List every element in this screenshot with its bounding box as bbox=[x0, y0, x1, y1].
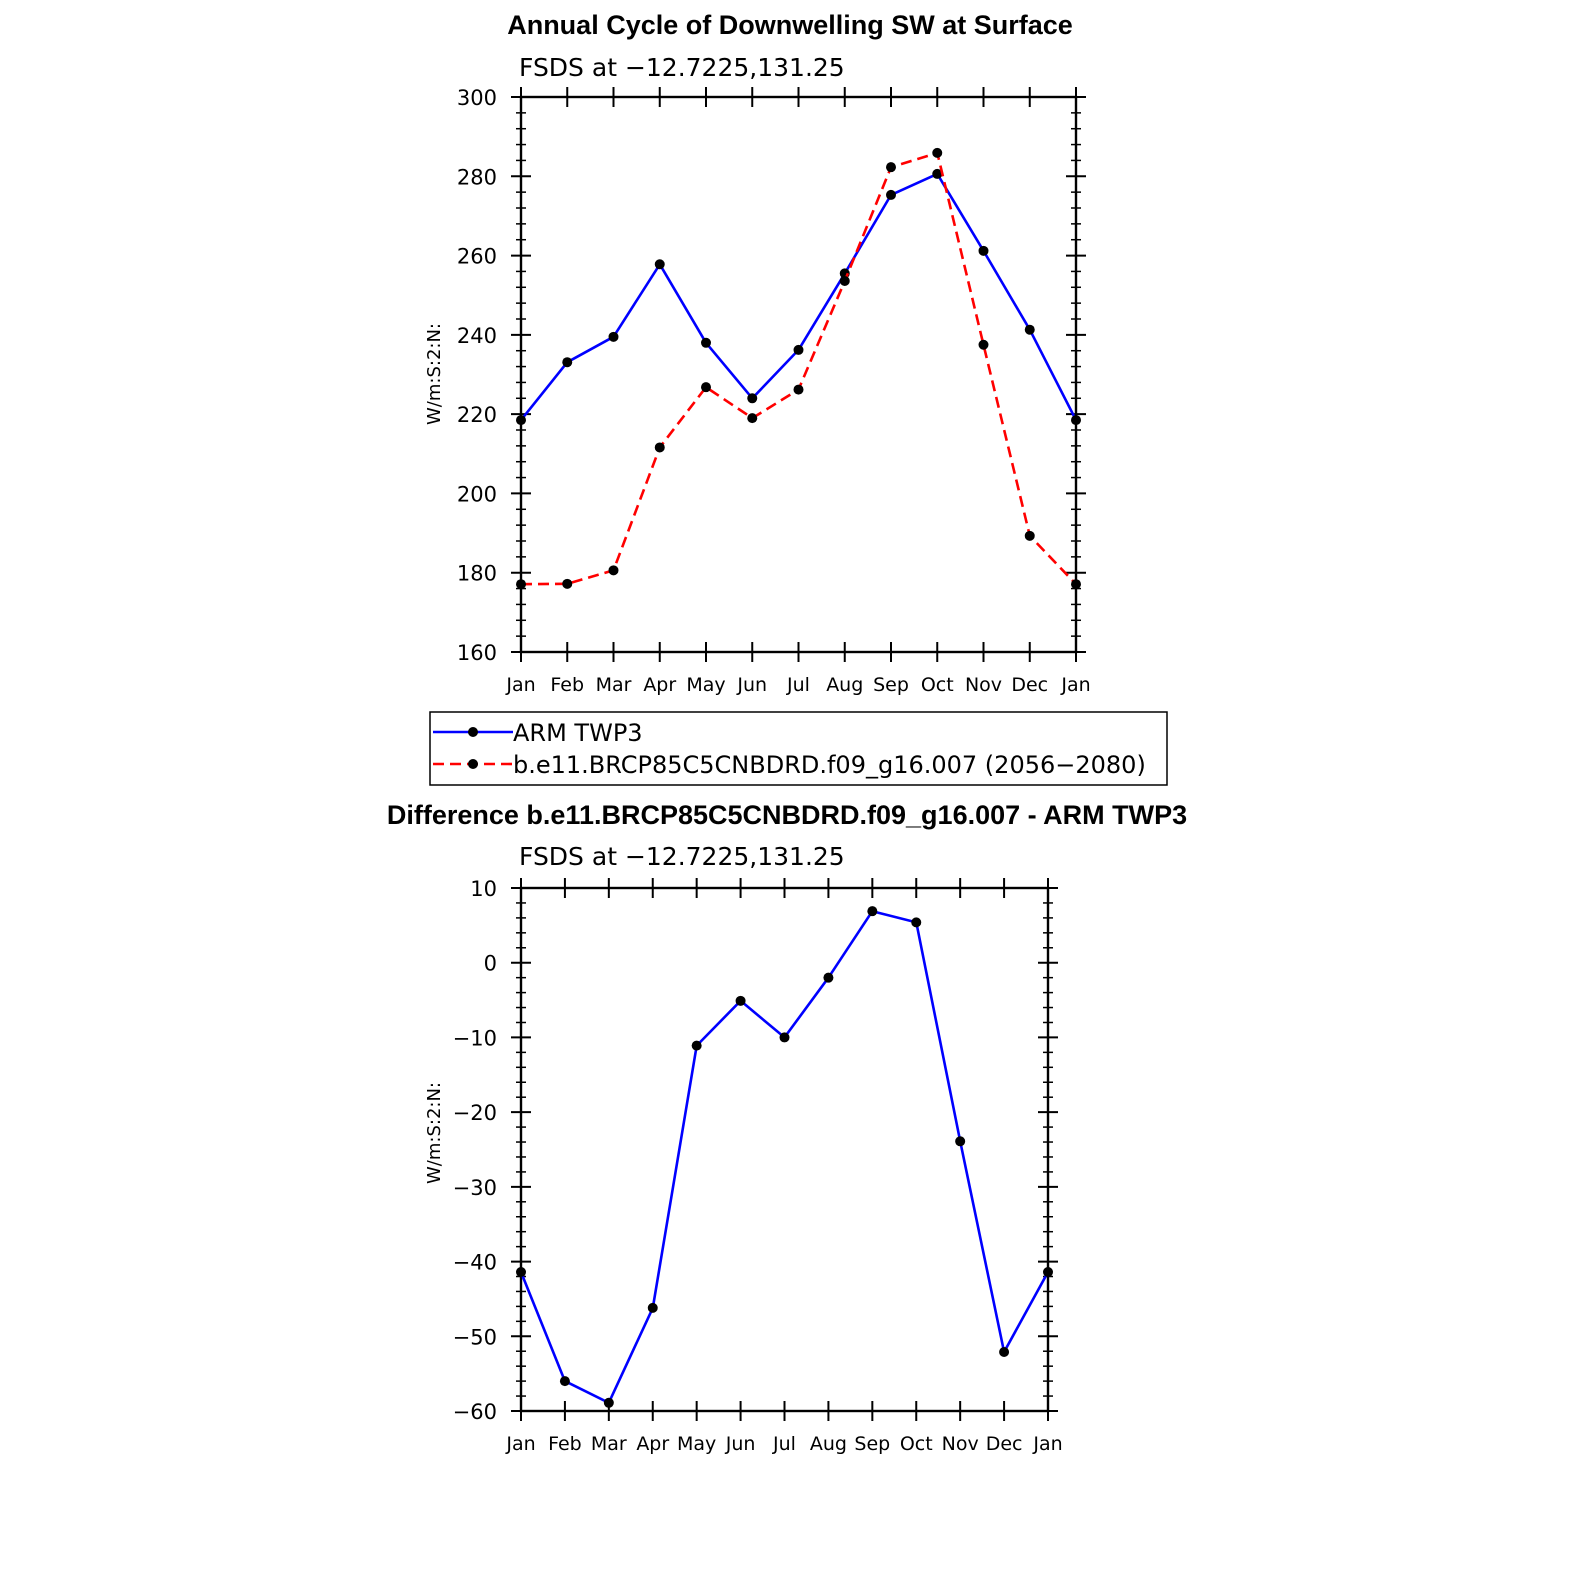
x-tick-label: Dec bbox=[985, 1433, 1023, 1455]
x-tick-label: Jun bbox=[725, 1433, 756, 1455]
x-tick-label: Feb bbox=[548, 1433, 582, 1455]
chart-subtitle: FSDS at −12.7225,131.25 bbox=[519, 53, 845, 82]
data-point bbox=[516, 579, 526, 589]
series-line-1 bbox=[521, 153, 1076, 584]
data-point bbox=[979, 246, 989, 256]
data-point bbox=[1071, 415, 1081, 425]
data-point bbox=[1043, 1267, 1053, 1277]
data-point bbox=[736, 996, 746, 1006]
x-tick-label: Apr bbox=[636, 1433, 670, 1455]
x-tick-label: Dec bbox=[1011, 674, 1049, 696]
x-tick-label: Feb bbox=[550, 674, 585, 696]
y-tick-label: 10 bbox=[470, 877, 497, 901]
difference-plot-area bbox=[453, 877, 1063, 1455]
x-tick-label: May bbox=[686, 674, 726, 696]
data-point bbox=[823, 973, 833, 983]
y-tick-label: 220 bbox=[456, 403, 497, 428]
y-tick-label: 300 bbox=[456, 86, 497, 110]
x-tick-label: Mar bbox=[590, 1433, 627, 1455]
y-tick-label: 180 bbox=[456, 561, 497, 586]
x-tick-label: Nov bbox=[964, 674, 1003, 696]
data-point bbox=[609, 565, 619, 575]
y-tick-label: −20 bbox=[452, 1101, 497, 1126]
y-axis-label: W/m:S:2:N: bbox=[424, 323, 445, 425]
data-point bbox=[1025, 531, 1035, 541]
x-tick-label: Jan bbox=[1033, 1433, 1063, 1455]
legend bbox=[430, 712, 1167, 785]
data-point bbox=[609, 332, 619, 342]
chart-title: Annual Cycle of Downwelling SW at Surface bbox=[507, 10, 1073, 40]
x-tick-label: Sep bbox=[873, 674, 909, 696]
legend-label-model: b.e11.BRCP85C5CNBDRD.f09_g16.007 (2056−2080) bbox=[513, 751, 1146, 779]
legend-label-arm: ARM TWP3 bbox=[513, 719, 643, 747]
x-tick-label: Mar bbox=[595, 674, 632, 696]
data-point bbox=[747, 393, 757, 403]
data-point bbox=[604, 1398, 614, 1408]
x-tick-label: Jan bbox=[1061, 674, 1091, 696]
x-tick-label: Jun bbox=[737, 674, 768, 696]
x-tick-label: Jul bbox=[787, 674, 810, 696]
x-tick-label: Jan bbox=[506, 1433, 536, 1455]
data-point bbox=[747, 413, 757, 423]
data-point bbox=[840, 276, 850, 286]
x-tick-label: Aug bbox=[809, 1433, 847, 1455]
difference-title: Difference b.e11.BRCP85C5CNBDRD.f09_g16.007 - ARM TWP3 bbox=[386, 800, 1188, 830]
data-point bbox=[932, 148, 942, 158]
y-tick-label: −60 bbox=[452, 1400, 497, 1424]
x-tick-label: Sep bbox=[854, 1433, 891, 1455]
data-point bbox=[655, 259, 665, 269]
y-tick-label: 260 bbox=[456, 244, 497, 269]
difference-panel bbox=[387, 800, 1187, 1455]
plot-frame bbox=[521, 97, 1076, 652]
x-tick-label: Oct bbox=[920, 674, 954, 696]
data-point bbox=[516, 415, 526, 425]
annual-cycle-panel bbox=[424, 10, 1091, 696]
legend-arm-marker bbox=[468, 727, 478, 737]
data-point bbox=[979, 340, 989, 350]
data-point bbox=[886, 162, 896, 172]
x-tick-label: Nov bbox=[941, 1433, 979, 1455]
data-point bbox=[1071, 579, 1081, 589]
legend-model-marker bbox=[468, 759, 478, 769]
data-point bbox=[562, 579, 572, 589]
data-point bbox=[648, 1303, 658, 1313]
y-tick-label: 160 bbox=[456, 641, 497, 665]
data-point bbox=[911, 917, 921, 927]
data-point bbox=[701, 382, 711, 392]
data-point bbox=[701, 338, 711, 348]
x-tick-label: Oct bbox=[899, 1433, 933, 1455]
data-point bbox=[955, 1136, 965, 1146]
difference-subtitle: FSDS at −12.7225,131.25 bbox=[519, 842, 845, 871]
x-tick-label: Apr bbox=[643, 674, 677, 696]
data-point bbox=[867, 906, 877, 916]
x-tick-label: Jul bbox=[773, 1433, 796, 1455]
y-tick-label: −50 bbox=[452, 1325, 497, 1350]
data-point bbox=[516, 1267, 526, 1277]
x-tick-label: May bbox=[677, 1433, 717, 1455]
y-tick-label: 200 bbox=[456, 482, 497, 507]
data-point bbox=[560, 1376, 570, 1386]
series-line-0 bbox=[521, 911, 1048, 1403]
y-tick-label: −10 bbox=[452, 1026, 497, 1051]
data-point bbox=[562, 357, 572, 367]
data-point bbox=[794, 385, 804, 395]
data-point bbox=[886, 190, 896, 200]
difference-y-axis-label: W/m:S:2:N: bbox=[424, 1082, 445, 1184]
plot-frame bbox=[521, 888, 1048, 1411]
data-point bbox=[780, 1032, 790, 1042]
y-tick-label: 0 bbox=[483, 951, 497, 976]
x-tick-label: Aug bbox=[826, 674, 864, 696]
y-tick-label: −30 bbox=[452, 1175, 497, 1200]
x-tick-label: Jan bbox=[506, 674, 536, 696]
y-tick-label: 280 bbox=[456, 165, 497, 190]
y-tick-label: 240 bbox=[456, 323, 497, 348]
data-point bbox=[692, 1041, 702, 1051]
annual-cycle-plot-area bbox=[457, 86, 1091, 696]
data-point bbox=[1025, 325, 1035, 335]
y-tick-label: −40 bbox=[452, 1250, 497, 1275]
data-point bbox=[999, 1347, 1009, 1357]
data-point bbox=[794, 345, 804, 355]
data-point bbox=[655, 442, 665, 452]
